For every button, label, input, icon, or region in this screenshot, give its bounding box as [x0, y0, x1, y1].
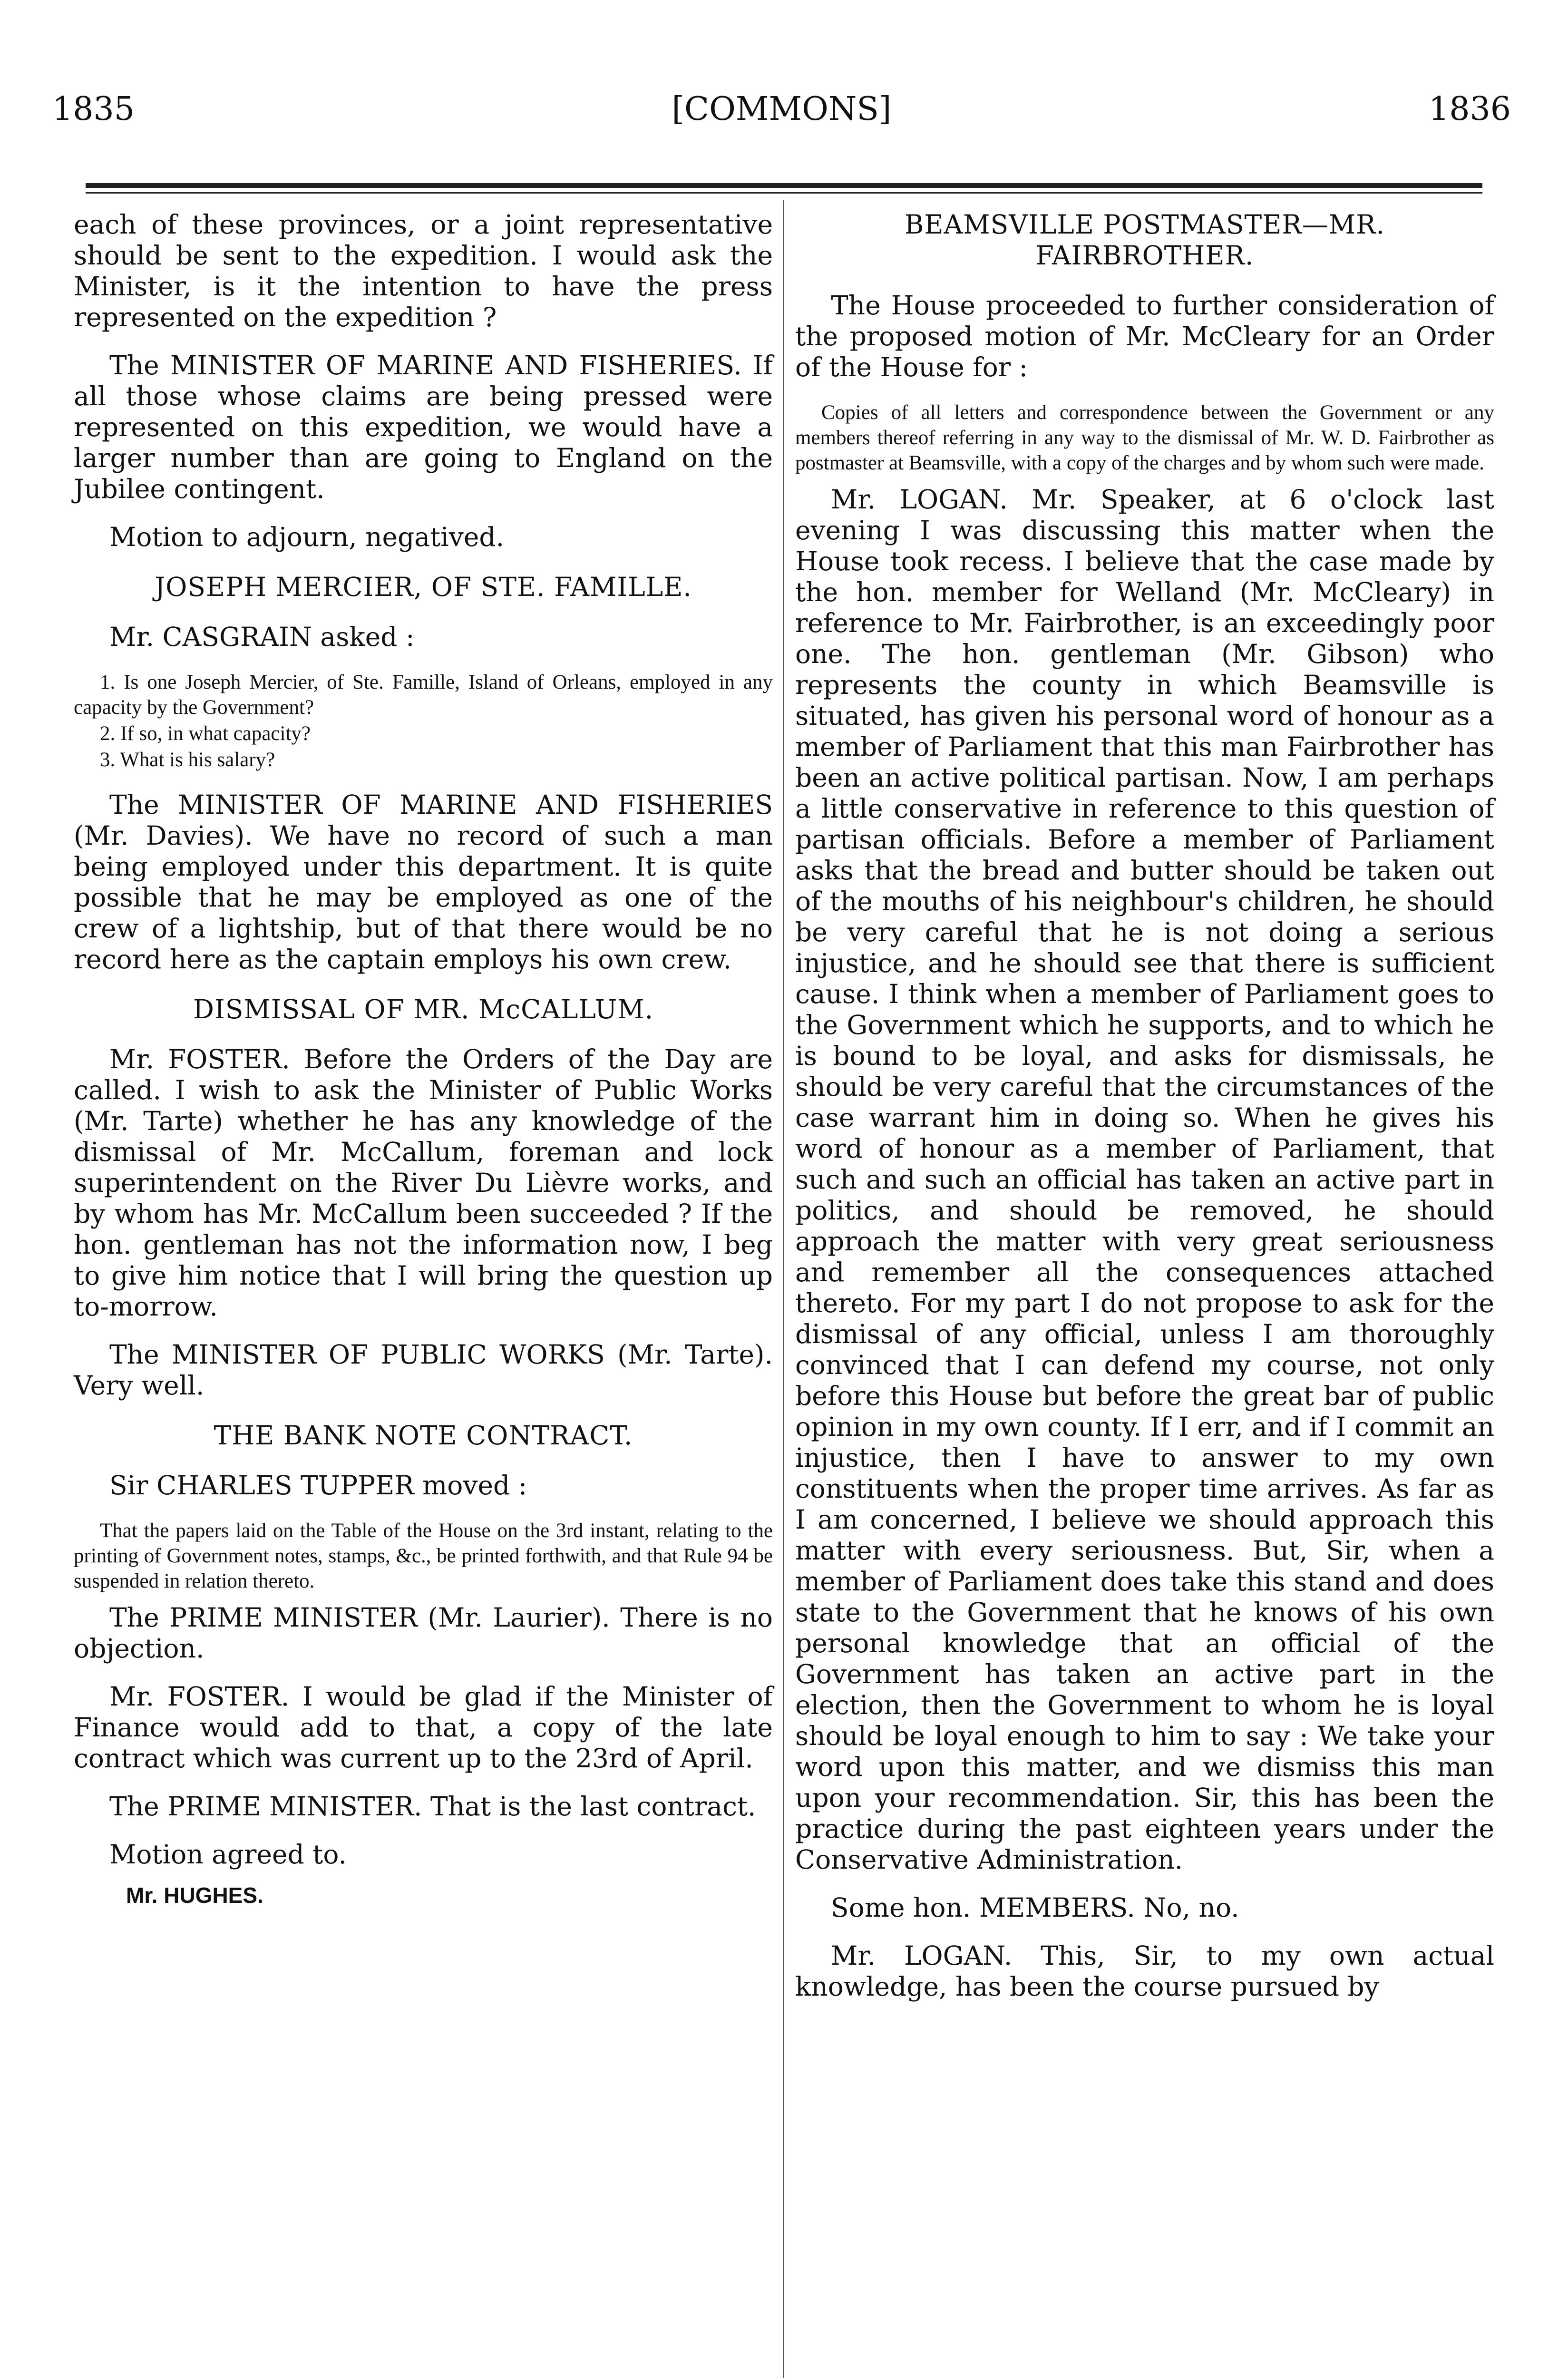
paragraph: The MINISTER OF MARINE AND FISHERIES. If all those whose claims are being pressed were represented on this expedition, we would have a larger number than are going to England on the Jubilee contingent. — [74, 350, 773, 504]
section-heading: BEAMSVILLE POSTMASTER—MR. FAIRBROTHER. — [904, 209, 1385, 271]
paragraph: Motion to adjourn, negatived. — [109, 522, 505, 552]
paragraph: each of these provinces, or a joint representative should be sent to the expedition. I would ask the Minister, is it the intention to have the press represented on the expedition ? — [74, 209, 773, 332]
left-column — [74, 209, 773, 1908]
paragraph: Mr. FOSTER. Before the Orders of the Day are called. I wish to ask the Minister of Public Works (Mr. Tarte) whether he has any knowledge of the dismissal of Mr. McCallum, foreman and lock superintendent on the River Du Lièvre works, and by whom has Mr. McCallum been succeeded ? If the hon. gentleman has not the information now, I beg to give him notice that I will bring the question up to-morrow. — [74, 1044, 773, 1322]
catchword: Mr. HUGHES. — [126, 1883, 263, 1908]
paragraph: Mr. LOGAN. Mr. Speaker, at 6 o'clock last evening I was discussing this matter when the House took recess. I believe that the case made by the hon. member for Welland (Mr. McCleary) in reference to Mr. Fairbrother, is an exceedingly poor one. The hon. gentleman (Mr. Gibson) who represents the county in which Beamsville is situated, has given his personal word of honour as a member of Parliament that this man Fairbrother has been an active political partisan. Now, I am perhaps a little conservative in reference to this question of partisan officials. Before a member of Parliament asks that the bread and butter should be taken out of the mouths of his neighbour's children, he should be very careful that he is not doing a serious injustice, and he should see that there is sufficient cause. I think when a member of Parliament goes to the Government which he supports, and to which he is bound to be loyal, and asks for dismissals, he should be very careful that the circumstances of the case warrant him in doing so. When he gives his word of honour as a member of Parliament, that such and such an official has taken an active part in politics, and should be removed, he should approach the matter with very great seriousness and remember all the consequences attached thereto. For my part I do not propose to ask for the dismissal of any official, unless I am thoroughly convinced that I can defend my course, not only before this House but before the great bar of public opinion in my own county. If I err, and if I commit an injustice, then I have to answer to my own constituents when the proper time arrives. As far as I am concerned, I believe we should approach this matter with every seriousness. But, Sir, when a member of Parliament does take this stand and does state to the Government that he knows of his own personal knowledge that an official of the Government has taken an active part in the election, then the Government to whom he is loyal should be loyal enough to him to say : We take your word upon this matter, and we dismiss this man upon your recommendation. Sir, this has been the practice during the past eighteen years under the Conservative Administration. — [795, 484, 1494, 1875]
paragraph: The PRIME MINISTER. That is the last contract. — [109, 1791, 756, 1822]
right-column — [795, 209, 1494, 2019]
paragraph: The PRIME MINISTER (Mr. Laurier). There is no objection. — [74, 1602, 773, 1664]
section-heading: DISMISSAL OF MR. McCALLUM. — [193, 994, 654, 1024]
page-header — [52, 81, 1511, 138]
left-page-number: 1835 — [52, 90, 135, 128]
right-column-content — [795, 209, 1494, 2002]
column-divider — [783, 200, 784, 2378]
paragraph: Mr. LOGAN. This, Sir, to my own actual knowledge, has been the course pursued by — [795, 1940, 1494, 2002]
paragraph: The MINISTER OF MARINE AND FISHERIES (Mr. Davies). We have no record of such a man being employed under this department. It is quite possible that he may be employed as one of the crew of a lightship, but of that there would be no record here as the captain employs his own crew. — [74, 789, 773, 975]
left-column-content — [74, 209, 773, 1870]
right-page-number: 1836 — [1428, 90, 1511, 128]
quoted-motion: That the papers laid on the Table of the House on the 3rd instant, relating to the printing of Government notes, stamps, &c., be printed forthwith, and that Rule 94 be suspended in relation thereto. — [74, 1520, 773, 1592]
section-heading: THE BANK NOTE CONTRACT. — [214, 1420, 633, 1451]
running-title: [COMMONS] — [672, 90, 892, 128]
paragraph: Mr. CASGRAIN asked : — [109, 622, 415, 652]
paragraph: The MINISTER OF PUBLIC WORKS (Mr. Tarte). Very well. — [74, 1339, 773, 1401]
header-rule-thin — [86, 192, 1482, 194]
question-item: 1. Is one Joseph Mercier, of Ste. Famille, Island of Orleans, employed in any capacity by the Government? — [74, 671, 773, 719]
paragraph: Some hon. MEMBERS. No, no. — [831, 1892, 1239, 1923]
question-item: 2. If so, in what capacity? — [100, 722, 311, 745]
section-heading: JOSEPH MERCIER, OF STE. FAMILLE. — [155, 572, 692, 602]
quoted-motion: Copies of all letters and correspondence between the Government or any members thereof referring in any way to the dismissal of Mr. W. D. Fairbrother as postmaster at Beamsville, with a copy of the charges and by whom such were made. — [795, 401, 1494, 474]
paragraph: The House proceeded to further consideration of the proposed motion of Mr. McCleary for an Order of the House for : — [795, 290, 1494, 382]
paragraph: Motion agreed to. — [109, 1839, 347, 1870]
paragraph: Mr. FOSTER. I would be glad if the Minister of Finance would add to that, a copy of the late contract which was current up to the 23rd of April. — [74, 1681, 773, 1774]
paragraph: Sir CHARLES TUPPER moved : — [109, 1470, 527, 1501]
question-item: 3. What is his salary? — [100, 749, 275, 771]
header-rule-thick — [86, 183, 1482, 188]
